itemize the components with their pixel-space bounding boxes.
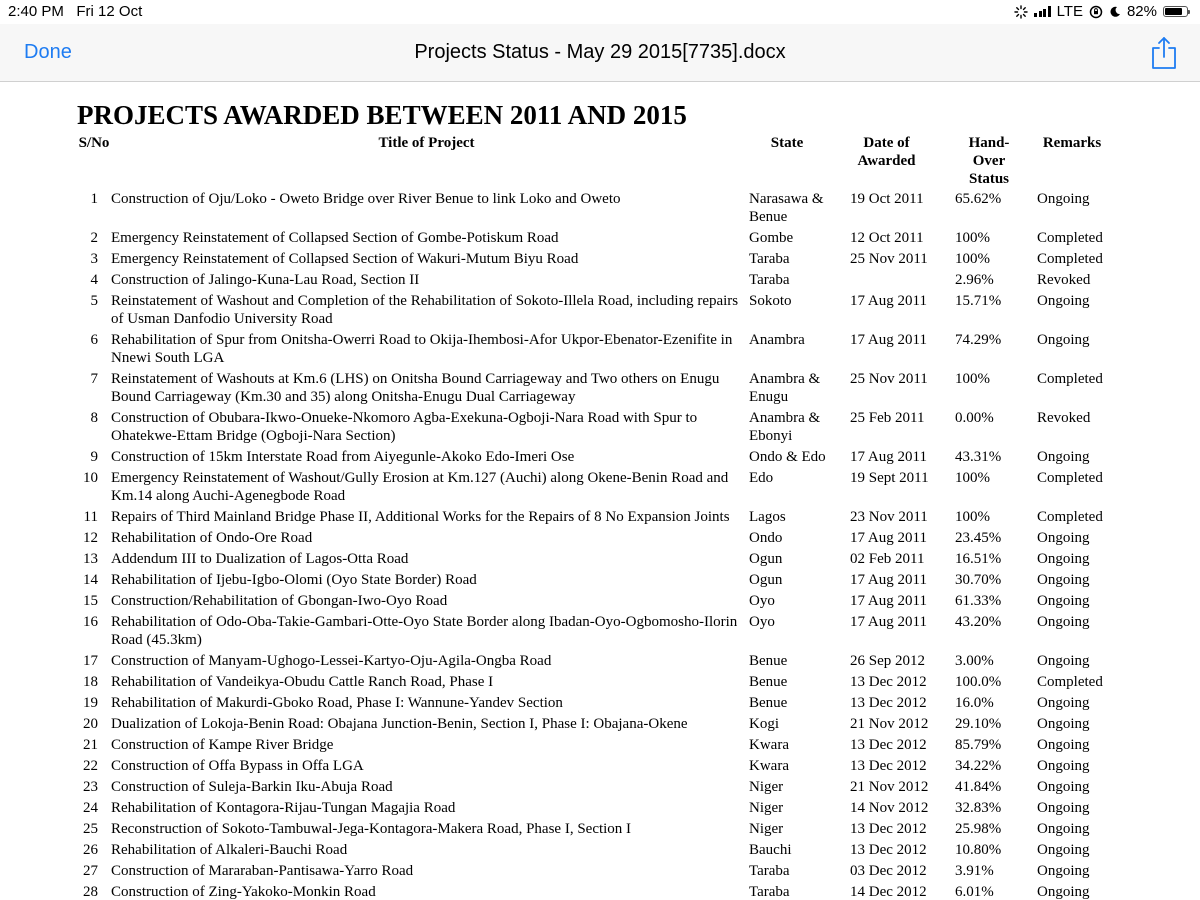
cell-status: 25.98% (955, 820, 1002, 837)
cell-sno: 16 (83, 613, 98, 630)
rotation-lock-icon (1089, 5, 1103, 19)
cell-sno: 20 (83, 715, 98, 732)
column-header-state: State (770, 135, 804, 151)
cell-sno: 8 (90, 409, 98, 426)
cell-state: Niger (749, 820, 784, 837)
cell-status: 100% (955, 508, 990, 525)
cell-title: Construction of Jalingo-Kuna-Lau Road, Section II (111, 271, 420, 288)
battery-icon (1163, 6, 1188, 17)
cell-date (832, 269, 941, 290)
cell-state: Kwara (749, 736, 789, 753)
cell-status: 100% (955, 250, 990, 267)
cell-remarks: Ongoing (1037, 757, 1090, 774)
cell-date: 03 Dec 2012 (850, 862, 927, 879)
cell-status: 34.22% (955, 757, 1002, 774)
table-row (77, 776, 1107, 797)
column-header-date: Date of Awarded (857, 135, 916, 169)
table-row (77, 860, 1107, 881)
cell-state: Gombe (749, 229, 794, 246)
cell-status: 2.96% (955, 271, 994, 288)
cell-title: Addendum III to Dualization of Lagos-Otta Road (111, 550, 409, 567)
column-header-sno: S/No (78, 135, 110, 151)
cell-status: 43.20% (955, 613, 1002, 630)
cell-remarks: Ongoing (1037, 292, 1090, 309)
cell-title: Rehabilitation of Spur from Onitsha-Owerri Road to Okija-Ihembosi-Afor Ukpor-Ebenator-Ezenifite in Nnewi South LGA (111, 331, 733, 366)
cell-status: 10.80% (955, 841, 1002, 858)
cell-title: Emergency Reinstatement of Collapsed Section of Gombe-Potiskum Road (111, 229, 559, 246)
cell-date: 12 Oct 2011 (850, 229, 924, 246)
cell-remarks: Ongoing (1037, 592, 1090, 609)
table-row (77, 569, 1107, 590)
cell-status: 43.31% (955, 448, 1002, 465)
cell-status: 23.45% (955, 529, 1002, 546)
cell-date: 13 Dec 2012 (850, 694, 927, 711)
column-header-remarks: Remarks (1042, 135, 1102, 151)
cell-title: Rehabilitation of Ijebu-Igbo-Olomi (Oyo State Border) Road (111, 571, 477, 588)
cell-date: 25 Nov 2011 (850, 250, 928, 267)
cell-date: 17 Aug 2011 (850, 529, 927, 546)
cell-title: Construction of Oju/Loko - Oweto Bridge over River Benue to link Loko and Oweto (111, 190, 621, 207)
table-row (77, 467, 1107, 506)
battery-level (1165, 8, 1182, 15)
cell-remarks: Ongoing (1037, 841, 1090, 858)
cell-title: Construction of Kampe River Bridge (111, 736, 334, 753)
cell-state: Oyo (749, 613, 775, 630)
cell-status: 16.51% (955, 550, 1002, 567)
cell-title: Repairs of Third Mainland Bridge Phase II, Additional Works for the Repairs of 8 No Expansion Joints (111, 508, 730, 525)
table-row (77, 881, 1107, 900)
cell-status: 3.91% (955, 862, 994, 879)
column-header-status: Hand-Over Status (968, 135, 1010, 187)
table-row (77, 290, 1107, 329)
cell-sno: 6 (90, 331, 98, 348)
status-indicators (1014, 3, 1188, 20)
table-row (77, 755, 1107, 776)
cell-sno: 7 (90, 370, 98, 387)
projects-table-body (77, 188, 1107, 900)
cell-title: Rehabilitation of Vandeikya-Obudu Cattle Ranch Road, Phase I (111, 673, 494, 690)
cell-remarks: Ongoing (1037, 448, 1090, 465)
cell-state: Bauchi (749, 841, 792, 858)
cell-state: Ogun (749, 571, 783, 588)
column-header-title: Title of Project (378, 135, 475, 151)
cell-title: Emergency Reinstatement of Collapsed Section of Wakuri-Mutum Biyu Road (111, 250, 579, 267)
cell-state: Benue (749, 673, 788, 690)
cell-title: Dualization of Lokoja-Benin Road: Obajana Junction-Benin, Section I, Phase I: Obajana-Okene (111, 715, 688, 732)
table-row (77, 446, 1107, 467)
cell-status: 3.00% (955, 652, 994, 669)
table-row (77, 797, 1107, 818)
cell-remarks: Completed (1037, 469, 1103, 486)
network-label: LTE (1056, 3, 1083, 20)
cell-state: Narasawa & Benue (749, 190, 824, 225)
cell-title: Construction of Obubara-Ikwo-Onueke-Nkomoro Agba-Exekuna-Ogboji-Nara Road with Spur to Ohatekwe-Ettam Bridge (Ogboji-Nara Section) (111, 409, 698, 444)
cell-title: Emergency Reinstatement of Washout/Gully Erosion at Km.127 (Auchi) along Okene-Benin Road and Km.14 along Auchi-Agenegbode Road (111, 469, 729, 504)
cell-state: Niger (749, 799, 784, 816)
cell-state: Taraba (749, 250, 790, 267)
cell-remarks: Completed (1037, 250, 1103, 267)
table-row (77, 188, 1107, 227)
cell-remarks: Completed (1037, 673, 1103, 690)
cell-status: 41.84% (955, 778, 1002, 795)
table-row (77, 548, 1107, 569)
cell-date: 13 Dec 2012 (850, 673, 927, 690)
table-row (77, 506, 1107, 527)
cell-date: 17 Aug 2011 (850, 592, 927, 609)
cell-date: 19 Oct 2011 (850, 190, 924, 207)
cell-remarks: Ongoing (1037, 190, 1090, 207)
status-bar (0, 0, 1200, 24)
cell-title: Construction of Zing-Yakoko-Monkin Road (111, 883, 376, 900)
cell-date: 14 Dec 2012 (850, 883, 927, 900)
cell-title: Rehabilitation of Alkaleri-Bauchi Road (111, 841, 348, 858)
cell-sno: 5 (90, 292, 98, 309)
cell-status: 74.29% (955, 331, 1002, 348)
cell-state: Sokoto (749, 292, 792, 309)
cell-status: 100.0% (955, 673, 1002, 690)
projects-table (77, 132, 1107, 900)
cell-sno: 15 (83, 592, 98, 609)
table-row (77, 227, 1107, 248)
cell-state: Anambra & Enugu (749, 370, 821, 405)
cell-remarks: Revoked (1037, 271, 1091, 288)
cell-state: Lagos (749, 508, 786, 525)
table-row (77, 269, 1107, 290)
cell-sno: 18 (83, 673, 98, 690)
cell-date: 17 Aug 2011 (850, 331, 927, 348)
cell-state: Niger (749, 778, 784, 795)
cell-status: 100% (955, 469, 990, 486)
cell-sno: 13 (83, 550, 98, 567)
cell-remarks: Completed (1037, 229, 1103, 246)
cell-remarks: Ongoing (1037, 778, 1090, 795)
cell-status: 0.00% (955, 409, 994, 426)
cell-remarks: Ongoing (1037, 820, 1090, 837)
table-row (77, 692, 1107, 713)
table-row (77, 527, 1107, 548)
cell-sno: 17 (83, 652, 98, 669)
table-row (77, 734, 1107, 755)
cell-remarks: Ongoing (1037, 571, 1090, 588)
cell-sno: 21 (83, 736, 98, 753)
cell-title: Construction of Manyam-Ughogo-Lessei-Kartyo-Oju-Agila-Ongba Road (111, 652, 552, 669)
cell-title: Rehabilitation of Makurdi-Gboko Road, Phase I: Wannune-Yandev Section (111, 694, 563, 711)
cell-remarks: Ongoing (1037, 862, 1090, 879)
cell-status: 16.0% (955, 694, 994, 711)
cell-remarks: Ongoing (1037, 613, 1090, 630)
table-row (77, 671, 1107, 692)
time: 2:40 PM (8, 3, 64, 20)
cell-title: Construction/Rehabilitation of Gbongan-Iwo-Oyo Road (111, 592, 448, 609)
cell-sno: 23 (83, 778, 98, 795)
cell-remarks: Revoked (1037, 409, 1091, 426)
cell-sno: 3 (90, 250, 98, 267)
cell-sno: 12 (83, 529, 98, 546)
cell-state: Ondo (749, 529, 783, 546)
cell-sno: 11 (83, 508, 98, 525)
cell-date: 17 Aug 2011 (850, 571, 927, 588)
cell-state: Oyo (749, 592, 775, 609)
cell-remarks: Ongoing (1037, 331, 1090, 348)
cell-title: Construction of Suleja-Barkin Iku-Abuja Road (111, 778, 393, 795)
cell-remarks: Ongoing (1037, 883, 1090, 900)
cell-date: 25 Nov 2011 (850, 370, 928, 387)
cell-status: 85.79% (955, 736, 1002, 753)
cell-state: Kogi (749, 715, 779, 732)
cell-date: 13 Dec 2012 (850, 820, 927, 837)
cell-title: Reinstatement of Washouts at Km.6 (LHS) on Onitsha Bound Carriageway and Two others on Enugu Bound Carriageway (Km.30 and 35) along Onitsha-Enugu Dual Carriageway (111, 370, 720, 405)
cell-title: Rehabilitation of Odo-Oba-Takie-Gambari-Otte-Oyo State Border along Ibadan-Oyo-Ogbomosho-Ilorin Road (45.3km) (111, 613, 738, 648)
cell-remarks: Ongoing (1037, 529, 1090, 546)
cell-state: Benue (749, 652, 788, 669)
cell-title: Construction of Mararaban-Pantisawa-Yarro Road (111, 862, 414, 879)
cell-state: Taraba (749, 862, 790, 879)
cell-status: 61.33% (955, 592, 1002, 609)
done-button[interactable]: Done (24, 41, 72, 63)
cell-state: Anambra & Ebonyi (749, 409, 821, 444)
cell-sno: 22 (83, 757, 98, 774)
table-row (77, 368, 1107, 407)
table-row (77, 818, 1107, 839)
cell-date: 19 Sept 2011 (850, 469, 929, 486)
cell-remarks: Completed (1037, 370, 1103, 387)
cell-date: 25 Feb 2011 (850, 409, 925, 426)
cell-state: Taraba (749, 883, 790, 900)
cell-remarks: Ongoing (1037, 652, 1090, 669)
cell-title: Rehabilitation of Ondo-Ore Road (111, 529, 313, 546)
cell-remarks: Ongoing (1037, 736, 1090, 753)
document-view[interactable] (0, 82, 1200, 900)
cell-date: 02 Feb 2011 (850, 550, 925, 567)
cell-status: 30.70% (955, 571, 1002, 588)
cell-title: Construction of 15km Interstate Road from Aiyegunle-Akoko Edo-Imeri Ose (111, 448, 575, 465)
cell-remarks: Ongoing (1037, 715, 1090, 732)
cell-state: Kwara (749, 757, 789, 774)
cell-state: Ogun (749, 550, 783, 567)
battery-percent: 82% (1126, 3, 1157, 20)
cell-remarks: Ongoing (1037, 799, 1090, 816)
cell-status: 29.10% (955, 715, 1002, 732)
cell-date: 26 Sep 2012 (850, 652, 925, 669)
cell-sno: 2 (90, 229, 98, 246)
cell-date: 21 Nov 2012 (850, 778, 929, 795)
table-row (77, 611, 1107, 650)
table-row (77, 407, 1107, 446)
cell-state: Edo (749, 469, 774, 486)
status-time (8, 3, 142, 20)
cell-remarks: Ongoing (1037, 550, 1090, 567)
cell-sno: 27 (83, 862, 98, 879)
cell-sno: 19 (83, 694, 98, 711)
cell-sno: 28 (83, 883, 98, 900)
cell-state: Benue (749, 694, 788, 711)
cell-date: 14 Nov 2012 (850, 799, 929, 816)
cell-remarks: Completed (1037, 508, 1103, 525)
moon-icon (1109, 6, 1121, 18)
cell-status: 100% (955, 229, 990, 246)
cell-sno: 26 (83, 841, 98, 858)
cell-status: 65.62% (955, 190, 1002, 207)
table-row (77, 839, 1107, 860)
cell-title: Construction of Offa Bypass in Offa LGA (111, 757, 364, 774)
cell-title: Reconstruction of Sokoto-Tambuwal-Jega-Kontagora-Makera Road, Phase I, Section I (111, 820, 632, 837)
cell-remarks: Ongoing (1037, 694, 1090, 711)
cell-status: 100% (955, 370, 990, 387)
cell-date: 13 Dec 2012 (850, 757, 927, 774)
cell-sno: 10 (83, 469, 98, 486)
cell-sno: 9 (90, 448, 98, 465)
cell-state: Taraba (749, 271, 790, 288)
table-header-row (77, 132, 1107, 188)
cell-state: Ondo & Edo (749, 448, 826, 465)
cell-date: 17 Aug 2011 (850, 292, 927, 309)
cell-status: 32.83% (955, 799, 1002, 816)
table-row (77, 650, 1107, 671)
cell-state: Anambra (749, 331, 805, 348)
nav-bar (0, 24, 1200, 82)
cell-sno: 4 (90, 271, 98, 288)
cell-date: 21 Nov 2012 (850, 715, 929, 732)
cell-status: 15.71% (955, 292, 1002, 309)
share-icon[interactable] (1150, 36, 1178, 70)
date: Fri 12 Oct (76, 3, 143, 20)
cell-sno: 14 (83, 571, 98, 588)
signal-icon (1034, 6, 1051, 17)
cell-date: 13 Dec 2012 (850, 736, 927, 753)
table-row (77, 248, 1107, 269)
cell-date: 17 Aug 2011 (850, 613, 927, 630)
cell-date: 17 Aug 2011 (850, 448, 927, 465)
document-title: Projects Status - May 29 2015[7735].docx (414, 41, 786, 63)
cell-sno: 24 (83, 799, 98, 816)
cell-date: 23 Nov 2011 (850, 508, 928, 525)
document-heading: PROJECTS AWARDED BETWEEN 2011 AND 2015 (77, 100, 687, 130)
cell-sno: 1 (90, 190, 98, 207)
activity-icon (1014, 5, 1028, 19)
table-row (77, 590, 1107, 611)
table-row (77, 713, 1107, 734)
cell-status: 6.01% (955, 883, 994, 900)
table-row (77, 329, 1107, 368)
cell-title: Rehabilitation of Kontagora-Rijau-Tungan Magajia Road (111, 799, 456, 816)
cell-date: 13 Dec 2012 (850, 841, 927, 858)
cell-title: Reinstatement of Washout and Completion of the Rehabilitation of Sokoto-Illela Road, including repairs of Usman Danfodio University Road (111, 292, 739, 327)
cell-sno: 25 (83, 820, 98, 837)
